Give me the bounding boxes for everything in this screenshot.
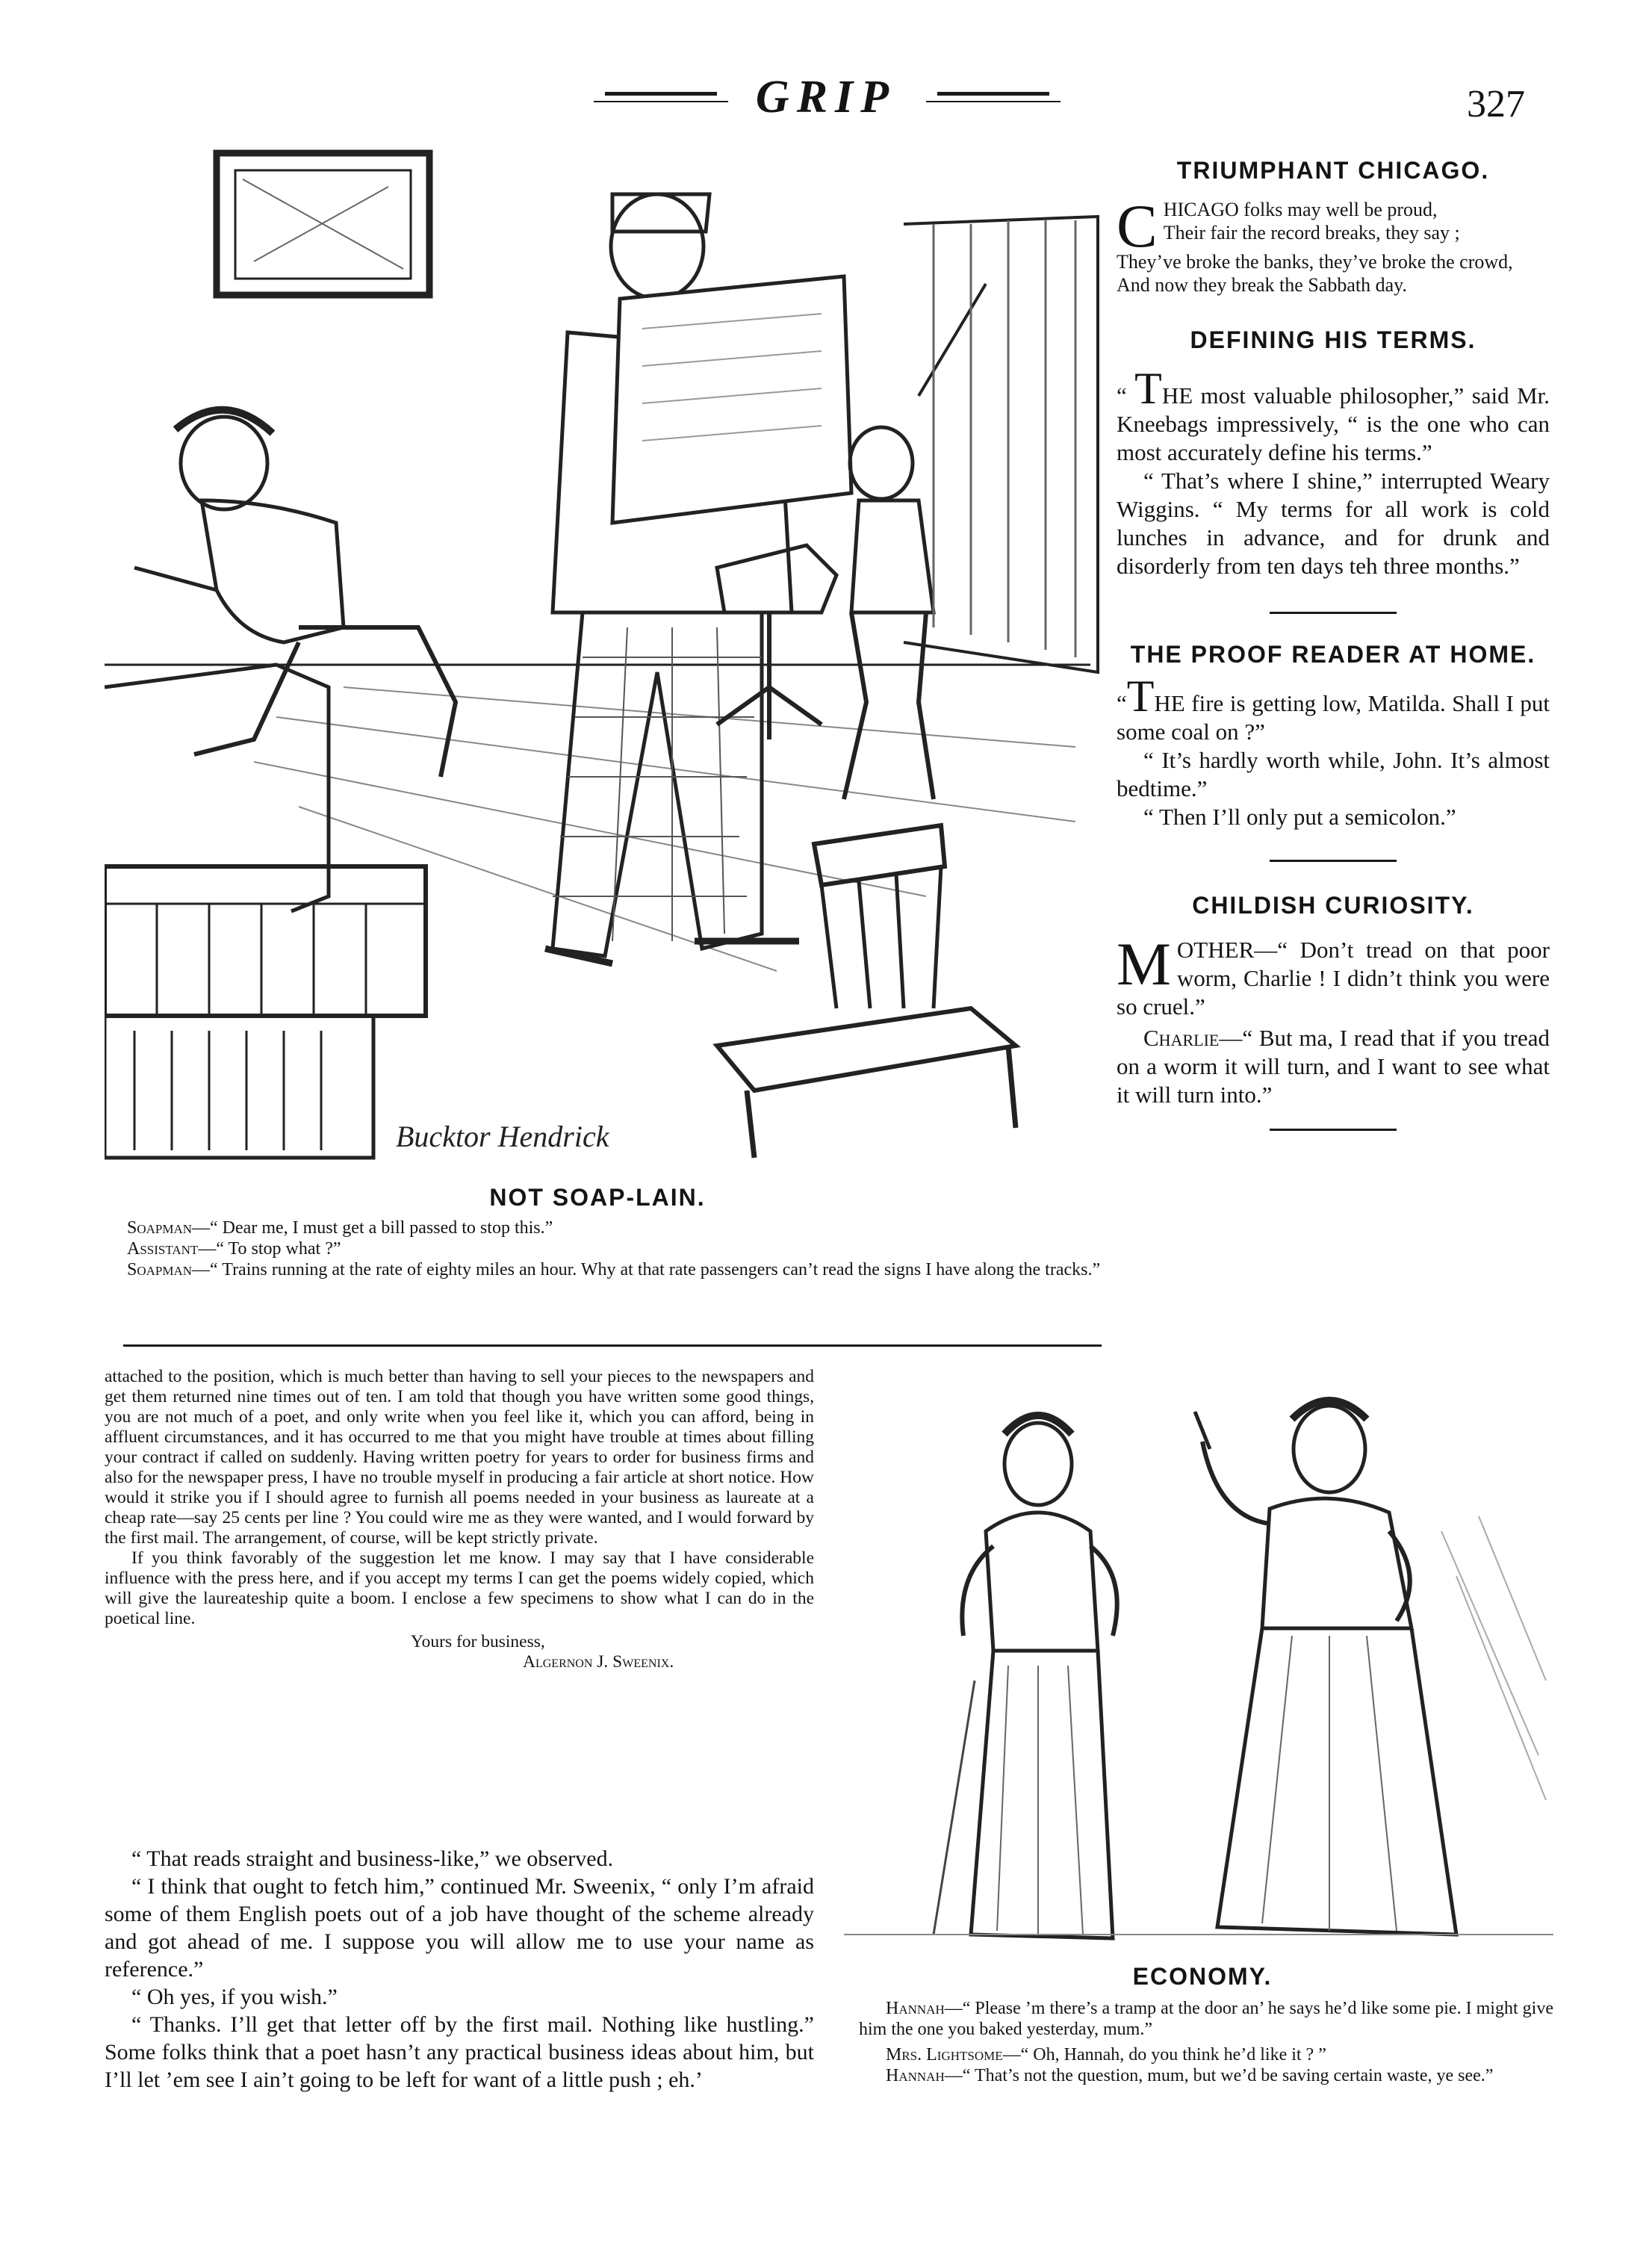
article-defining-terms bbox=[1117, 364, 1550, 580]
paragraph-text: HE most valuable philosopher,” said Mr. Kneebags impressively, “ is the one who can most accurately define his terms.” bbox=[1117, 382, 1550, 465]
paragraph: “ Then I’ll only put a semicolon.” bbox=[1143, 804, 1456, 830]
poem-line: Their fair the record breaks, they say ; bbox=[1163, 222, 1460, 243]
divider bbox=[1270, 1129, 1397, 1131]
speaker-name: Soapman bbox=[127, 1260, 193, 1279]
speaker-name: Mrs. Lightsome bbox=[886, 2045, 1003, 2064]
right-column bbox=[1117, 157, 1550, 1131]
divider bbox=[1270, 612, 1397, 614]
paragraph-text: OTHER—“ Don’t tread on that poor worm, Charlie ! I didn’t think you were so cruel.” bbox=[1117, 937, 1550, 1020]
paragraph: “ It’s hardly worth while, John. It’s almost bedtime.” bbox=[1117, 747, 1550, 801]
dropcap: C bbox=[1117, 192, 1158, 260]
dialogue-line bbox=[859, 2044, 1553, 2065]
dialogue-line bbox=[127, 1259, 1113, 1280]
dialogue-text: —“ Trains running at the rate of eighty miles an hour. Why at that rate passengers can’t read the signs I have along the tracks.” bbox=[192, 1260, 1101, 1279]
poem-line: HICAGO folks may well be proud, bbox=[1163, 199, 1438, 220]
paragraph bbox=[1117, 364, 1550, 467]
paragraph-text: —“ But ma, I read that if you tread on a worm it will turn, and I want to see what it will turn into.” bbox=[1117, 1025, 1550, 1108]
speaker-name: Hannah bbox=[886, 1999, 945, 2018]
open-quote: “ bbox=[1117, 382, 1135, 409]
dialogue-line bbox=[859, 2065, 1553, 2086]
artist-signature: Bucktor Hendrick bbox=[396, 1120, 609, 1153]
dialogue-text: —“ Please ’m there’s a tramp at the door an’ he says he’d like some pie. I might give him the one you baked yesterday, mum.” bbox=[859, 1999, 1553, 2039]
speaker-name: Assistant bbox=[127, 1239, 199, 1259]
masthead-title: GRIP bbox=[755, 72, 897, 122]
dialogue-text: —“ Dear me, I must get a bill passed to stop this.” bbox=[192, 1218, 553, 1238]
heading-defining-terms: DEFINING HIS TERMS. bbox=[1190, 326, 1476, 353]
poem-line: They’ve broke the banks, they’ve broke the crowd, bbox=[1117, 251, 1513, 273]
dropcap: T bbox=[1126, 671, 1155, 721]
cartoon-title: NOT SOAP-LAIN. bbox=[489, 1184, 706, 1211]
page-number: 327 bbox=[1467, 83, 1525, 125]
dialogue-text: —“ Oh, Hannah, do you think he’d like it ? ” bbox=[1002, 2045, 1326, 2064]
economy-dialogue bbox=[859, 1998, 1553, 2086]
dropcap: M bbox=[1117, 930, 1171, 998]
letter-signature: Algernon J. Sweenix. bbox=[523, 1652, 674, 1672]
heading-proof-reader: THE PROOF READER AT HOME. bbox=[1130, 641, 1536, 668]
heading-triumphant-chicago: TRIUMPHANT CHICAGO. bbox=[1176, 157, 1490, 184]
speaker-name: Soapman bbox=[127, 1218, 193, 1238]
poem-line: And now they break the Sabbath day. bbox=[1117, 274, 1407, 296]
letter-paragraph: attached to the position, which is much better than having to sell your pieces to the newspapers and get them returned nine times out of ten. I am told that though you have written some good things, you are not much of a poet, and only write when you feel like it, which you can afford, being in affluent circumstances, and it has occurred to me that you might have trouble at times about filling your contract if called on suddenly. Having written poetry for years to order for business firms and also for the newspaper press, I have no trouble myself in producing a fair article at short notice. How would it strike you if I should agree to furnish all poems needed in your business as laureate at a cheap rate—say 25 cents per line ? You could wire me as they were wanted, and I would forward by the first mail. The arrangement, of course, will be kept strictly private. bbox=[105, 1367, 814, 1548]
continuation-text bbox=[105, 1845, 814, 2094]
letter-closing: Yours for business, bbox=[411, 1632, 545, 1651]
paragraph-text: HE fire is getting low, Matilda. Shall I put some coal on ?” bbox=[1117, 690, 1550, 745]
poem-triumphant-chicago bbox=[1117, 192, 1550, 297]
heading-childish-curiosity: CHILDISH CURIOSITY. bbox=[1192, 892, 1474, 919]
dropcap: T bbox=[1134, 364, 1162, 413]
open-quote: “ bbox=[1117, 690, 1127, 716]
section-divider bbox=[123, 1344, 1102, 1347]
paragraph: “ Oh yes, if you wish.” bbox=[131, 1985, 338, 2009]
paragraph: “ Thanks. I’ll get that letter off by the first mail. Nothing like hustling.” Some folks think that a poet hasn’t any practical business ideas about him, but I’ll let ’em see I ain’t going to be left for want of a little push ; eh.’ bbox=[105, 2012, 814, 2092]
article-proof-reader bbox=[1117, 671, 1550, 831]
dialogue-text: —“ That’s not the question, mum, but we’d be saving certain waste, ye see.” bbox=[944, 2066, 1494, 2085]
dialogue-line bbox=[859, 1998, 1553, 2040]
paragraph bbox=[1117, 1024, 1550, 1109]
masthead bbox=[0, 71, 1652, 122]
cartoon-dialogue bbox=[127, 1217, 1113, 1280]
cartoon-illustration-office bbox=[105, 149, 1105, 1165]
dialogue-text: —“ To stop what ?” bbox=[198, 1239, 341, 1259]
masthead-rule-right-thin bbox=[926, 101, 1061, 102]
letter-body bbox=[105, 1367, 814, 1672]
paragraph: “ That reads straight and business-like,” we observed. bbox=[131, 1846, 614, 1871]
dialogue-line bbox=[127, 1238, 1113, 1259]
cartoon-illustration-economy bbox=[844, 1382, 1553, 1949]
speaker-name: Charlie bbox=[1143, 1025, 1220, 1051]
divider bbox=[1270, 860, 1397, 862]
paragraph: “ That’s where I shine,” interrupted Weary Wiggins. “ My terms for all work is cold lunches in advance, and for drunk and disorderly from ten days teh three months.” bbox=[1117, 468, 1550, 579]
speaker-name: Hannah bbox=[886, 2066, 945, 2085]
masthead-rule-right bbox=[937, 92, 1049, 96]
paragraph bbox=[1117, 671, 1550, 746]
article-childish-curiosity bbox=[1117, 930, 1550, 1109]
economy-title: ECONOMY. bbox=[1132, 1963, 1273, 1990]
paragraph bbox=[1117, 930, 1550, 1021]
paragraph: “ I think that ought to fetch him,” continued Mr. Sweenix, “ only I’m afraid some of them English poets out of a job have thought of the scheme already and got ahead of me. I suppose you will allow me to use your name as reference.” bbox=[105, 1874, 814, 1982]
dialogue-line bbox=[127, 1217, 1113, 1238]
letter-paragraph: If you think favorably of the suggestion let me know. I may say that I have considerable influence with the press here, and if you accept my terms I can get the poems widely copied, which will give the laureateship quite a boom. I enclose a few specimens to show what I can do in the poetical line. bbox=[105, 1548, 814, 1628]
